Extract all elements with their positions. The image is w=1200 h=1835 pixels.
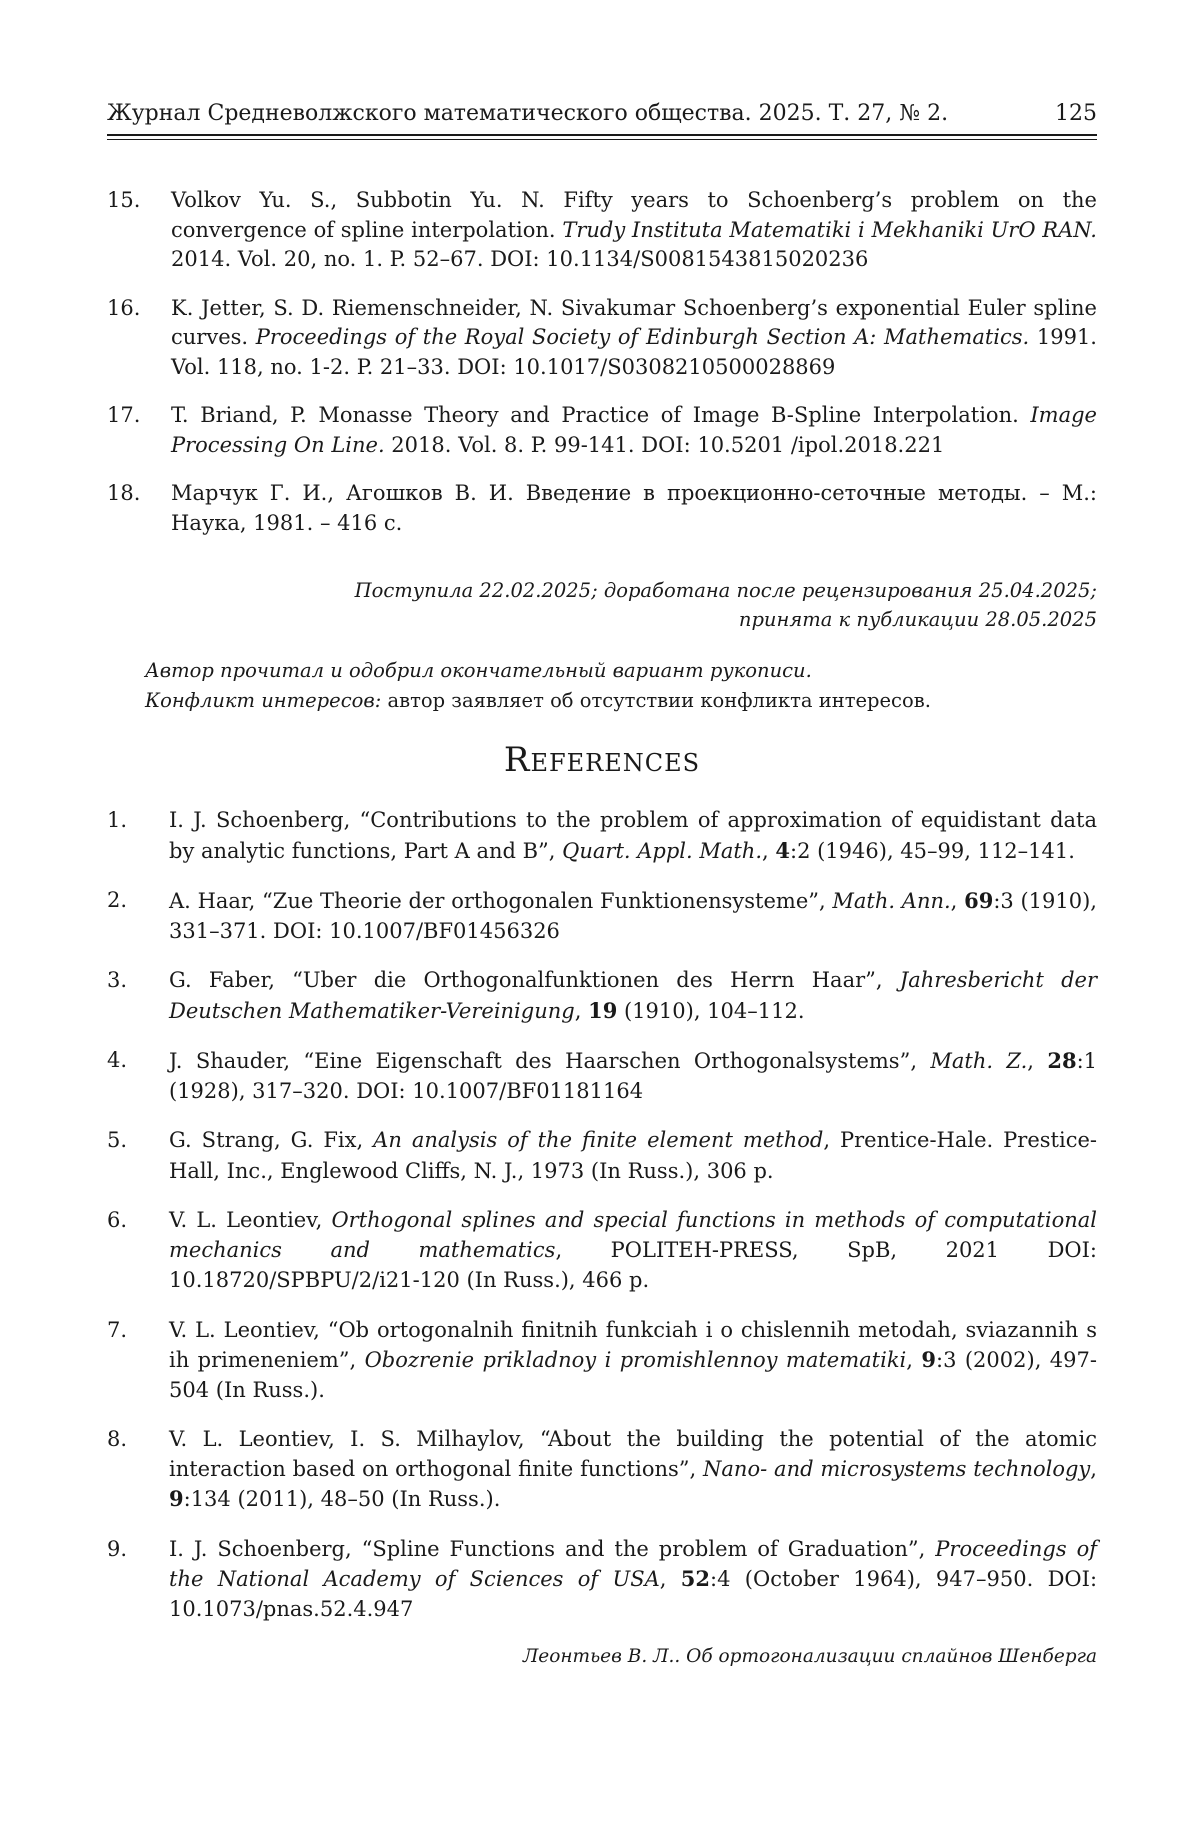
reference-item bbox=[107, 966, 1097, 1026]
reference-number: 3. bbox=[107, 968, 128, 992]
reference-number: 15. bbox=[107, 188, 141, 212]
page-number: 125 bbox=[1055, 101, 1097, 126]
reference-text: , bbox=[1090, 1456, 1097, 1481]
reference-number: 2. bbox=[107, 888, 128, 912]
reference-text: V. L. Leontiev, bbox=[169, 1208, 332, 1232]
reference-text: , Prentice-Hale. Prestice-Hall, Inc., Englewood Cliffs, N. J., 1973 (In Russ.), 306 p. bbox=[169, 1128, 1097, 1183]
reference-list-en bbox=[107, 806, 1097, 1624]
reference-number: 7. bbox=[107, 1317, 128, 1342]
reference-text: T. Briand, P. Monasse Theory and Practice of Image B-Spline Interpolation. bbox=[171, 403, 1031, 427]
author-notes bbox=[145, 656, 1097, 716]
reference-volume: 4 bbox=[775, 837, 790, 863]
reference-details: :2 (1946), 45–99, 112–141. bbox=[790, 838, 1075, 863]
reference-item bbox=[107, 1535, 1097, 1625]
reference-text: V. L. Leontiev, “Ob ortogonalnih finitnih funkciah i o chislennih metodah, sviazannih s ih primeneniem”, bbox=[169, 1317, 1097, 1372]
reference-text: I. J. Schoenberg, “Contributions to the problem of approximation of equidistant data by analytic functions, Part A and B”, bbox=[169, 808, 1097, 863]
reference-venue: Proceedings of the Royal Society of Edinburgh Section A: Mathematics. bbox=[255, 325, 1030, 349]
reference-item bbox=[107, 479, 1097, 538]
reference-number: 17. bbox=[107, 403, 141, 427]
reference-item bbox=[107, 186, 1097, 275]
page bbox=[107, 100, 1097, 1670]
reference-venue: Quart. Appl. Math. bbox=[562, 838, 763, 863]
reference-text: , bbox=[762, 838, 776, 863]
reference-text: , bbox=[1027, 1049, 1048, 1073]
reference-volume: 19 bbox=[588, 997, 618, 1023]
reference-item bbox=[107, 401, 1097, 460]
reference-list-ru bbox=[107, 186, 1097, 538]
conflict-label: Конфликт интересов: bbox=[145, 689, 382, 712]
reference-number: 5. bbox=[107, 1128, 128, 1152]
reference-details: :1 (1928), 317–320. DOI: 10.1007/BF01181164 bbox=[169, 1049, 1097, 1103]
reference-venue: An analysis of the finite element method bbox=[373, 1128, 824, 1152]
reference-text: J. Shauder, “Eine Eigenschaft des Haarschen Orthogonalsystems”, bbox=[169, 1049, 931, 1073]
reference-text: A. Haar, “Zue Theorie der orthogonalen Funktionensysteme”, bbox=[169, 889, 833, 913]
reference-text: G. Strang, G. Fix, bbox=[169, 1128, 374, 1152]
reference-text: I. J. Schoenberg, “Spline Functions and the problem of Graduation”, bbox=[169, 1536, 936, 1561]
reference-number: 8. bbox=[107, 1427, 128, 1451]
reference-details: 2014. Vol. 20, no. 1. P. 52–67. DOI: 10.1134/S0081543815020236 bbox=[171, 247, 869, 271]
reference-venue: Math. Ann. bbox=[832, 889, 951, 913]
reference-details: :134 (2011), 48–50 (In Russ.). bbox=[183, 1487, 501, 1511]
journal-title: Журнал Средневолжского математического общества. 2025. Т. 27, № 2. bbox=[107, 101, 949, 126]
references-heading: References bbox=[503, 740, 701, 780]
reference-volume: 9 bbox=[169, 1486, 184, 1511]
reference-item bbox=[107, 886, 1097, 946]
running-head bbox=[107, 100, 1097, 134]
received-line: Поступила 22.02.2025; доработана после рецензирования 25.04.2025; bbox=[354, 579, 1097, 602]
reference-number: 4. bbox=[107, 1048, 128, 1072]
conflict-note bbox=[145, 686, 1097, 716]
running-footer: Леонтьев В. Л.. Об ортогонализации сплайнов Шенберга bbox=[522, 1646, 1097, 1667]
accepted-line: принята к публикации 28.05.2025 bbox=[738, 608, 1097, 631]
reference-item bbox=[107, 1206, 1097, 1296]
reference-item bbox=[107, 1425, 1097, 1515]
reference-item bbox=[107, 1046, 1097, 1106]
reference-item bbox=[107, 1126, 1097, 1186]
reference-venue: Jahresbericht der Deutschen Mathematiker-Vereinigung bbox=[169, 968, 1097, 1023]
header-rule-thin bbox=[107, 139, 1097, 140]
reference-item bbox=[107, 806, 1097, 866]
reference-details: 2018. Vol. 8. P. 99-141. DOI: 10.5201 /ipol.2018.221 bbox=[384, 432, 945, 457]
reference-text: , POLITEH-PRESS, SpB, 2021 DOI: 10.18720/SPBPU/2/i21-120 (In Russ.), 466 p. bbox=[169, 1237, 1097, 1292]
reference-number: 6. bbox=[107, 1208, 128, 1232]
approval-note: Автор прочитал и одобрил окончательный вариант рукописи. bbox=[145, 659, 812, 682]
reference-volume: 69 bbox=[964, 888, 994, 913]
reference-text: G. Faber, “Uber die Orthogonalfunktionen des Herrn Haar”, bbox=[169, 968, 900, 992]
reference-number: 9. bbox=[107, 1536, 128, 1561]
reference-volume: 28 bbox=[1047, 1048, 1077, 1073]
reference-text: , bbox=[574, 998, 589, 1023]
reference-venue: Proceedings of the National Academy of Sciences of USA bbox=[169, 1536, 1097, 1591]
reference-venue: Image Processing On Line. bbox=[171, 403, 1097, 457]
reference-item bbox=[107, 294, 1097, 383]
reference-item bbox=[107, 1316, 1097, 1406]
reference-text: K. Jetter, S. D. Riemenschneider, N. Sivakumar Schoenberg’s exponential Euler spline curves. bbox=[171, 295, 1097, 349]
reference-text: Volkov Yu. S., Subbotin Yu. N. Fifty years to Schoenberg’s problem on the convergence of spline interpolation. bbox=[171, 188, 1097, 242]
reference-volume: 52 bbox=[680, 1566, 711, 1591]
reference-details: :3 (2002), 497-504 (In Russ.). bbox=[169, 1348, 1097, 1402]
reference-volume: 9 bbox=[921, 1347, 936, 1372]
reference-venue: Obozrenie prikladnoy i promishlennoy matematiki bbox=[364, 1348, 907, 1372]
reference-venue: Math. Z. bbox=[930, 1049, 1028, 1073]
reference-text: Марчук Г. И., Агошков В. И. Введение в проекционно-сеточные методы. – М.: Наука, 1981. – 416 с. bbox=[171, 481, 1097, 535]
reference-venue: Trudy Instituta Matematiki i Mekhaniki UrO RAN. bbox=[562, 217, 1097, 242]
submission-dates bbox=[107, 576, 1097, 634]
reference-venue: Nano- and microsystems technology bbox=[703, 1456, 1091, 1481]
reference-text: , bbox=[906, 1348, 922, 1372]
conflict-text: автор заявляет об отсутствии конфликта интересов. bbox=[381, 689, 931, 712]
reference-number: 18. bbox=[107, 481, 141, 505]
reference-text: , bbox=[659, 1567, 681, 1591]
reference-text: V. L. Leontiev, I. S. Milhaylov, “About the building the potential of the atomic interaction based on orthogonal finite functions”, bbox=[169, 1427, 1097, 1481]
reference-details: :3 (1910), 331–371. DOI: 10.1007/BF01456326 bbox=[169, 889, 1097, 943]
reference-venue: Orthogonal splines and special functions in methods of computational mechanics and mathematics bbox=[169, 1208, 1097, 1262]
reference-details: (1910), 104–112. bbox=[617, 998, 805, 1023]
reference-details: :4 (October 1964), 947–950. DOI: 10.1073/pnas.52.4.947 bbox=[169, 1567, 1098, 1621]
reference-number: 16. bbox=[107, 295, 141, 320]
reference-number: 1. bbox=[107, 808, 128, 832]
reference-text: , bbox=[950, 889, 965, 913]
reference-details: 1991. Vol. 118, no. 1-2. P. 21–33. DOI: 10.1017/S0308210500028869 bbox=[171, 325, 1097, 379]
